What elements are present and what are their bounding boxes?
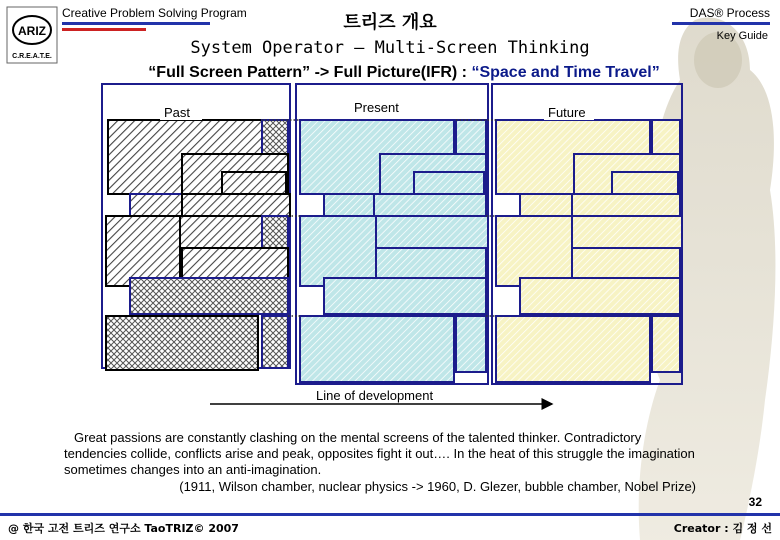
past-subsystem-box <box>262 120 288 154</box>
present-column <box>296 84 488 384</box>
future-supersystem-screen <box>496 216 572 286</box>
line-of-development-label: Line of development <box>316 388 434 403</box>
banner-main: “Full Screen Pattern” -> Full Picture(IFR) : <box>148 64 472 81</box>
page-number: 32 <box>748 495 762 509</box>
past-column <box>102 84 290 370</box>
logo-subtext: C.R.E.A.T.E. <box>12 53 52 60</box>
footer-copyright: @ 한국 고전 트리즈 연구소 TaoTRIZ© 2007 <box>8 522 239 535</box>
key-guide-label: Key Guide <box>716 30 768 42</box>
present-supersystem-screen <box>300 216 376 286</box>
future-label: Future <box>548 105 586 120</box>
program-name: Creative Problem Solving Program <box>62 6 247 20</box>
past-supersystem-screen <box>106 216 180 286</box>
quote-note <box>64 430 704 495</box>
past-label: Past <box>164 105 191 120</box>
future-column <box>492 84 682 384</box>
page-subtitle: System Operator – Multi-Screen Thinking <box>190 38 590 58</box>
quote-citation: (1911, Wilson chamber, nuclear physics -> 1960, D. Glezer, bubble chamber, Nobel Prize) <box>179 479 696 494</box>
present-label: Present <box>354 100 399 115</box>
page-title: 트리즈 개요 <box>343 12 437 33</box>
logo-text: ARIZ <box>18 24 46 38</box>
quote-text: Great passions are constantly clashing on the mental screens of the talented thinker. Contradictory tendencies collide, conflicts arise and peak, opposites fight it out…. In the heat of this struggle the imagination sometimes changes into an anti-imagination. <box>64 430 695 477</box>
banner-ifr: “Space and Time Travel” <box>471 64 660 81</box>
footer-creator: Creator : 김 정 선 <box>673 522 772 535</box>
process-name: DAS® Process <box>689 6 770 20</box>
footer-rule <box>0 512 780 518</box>
